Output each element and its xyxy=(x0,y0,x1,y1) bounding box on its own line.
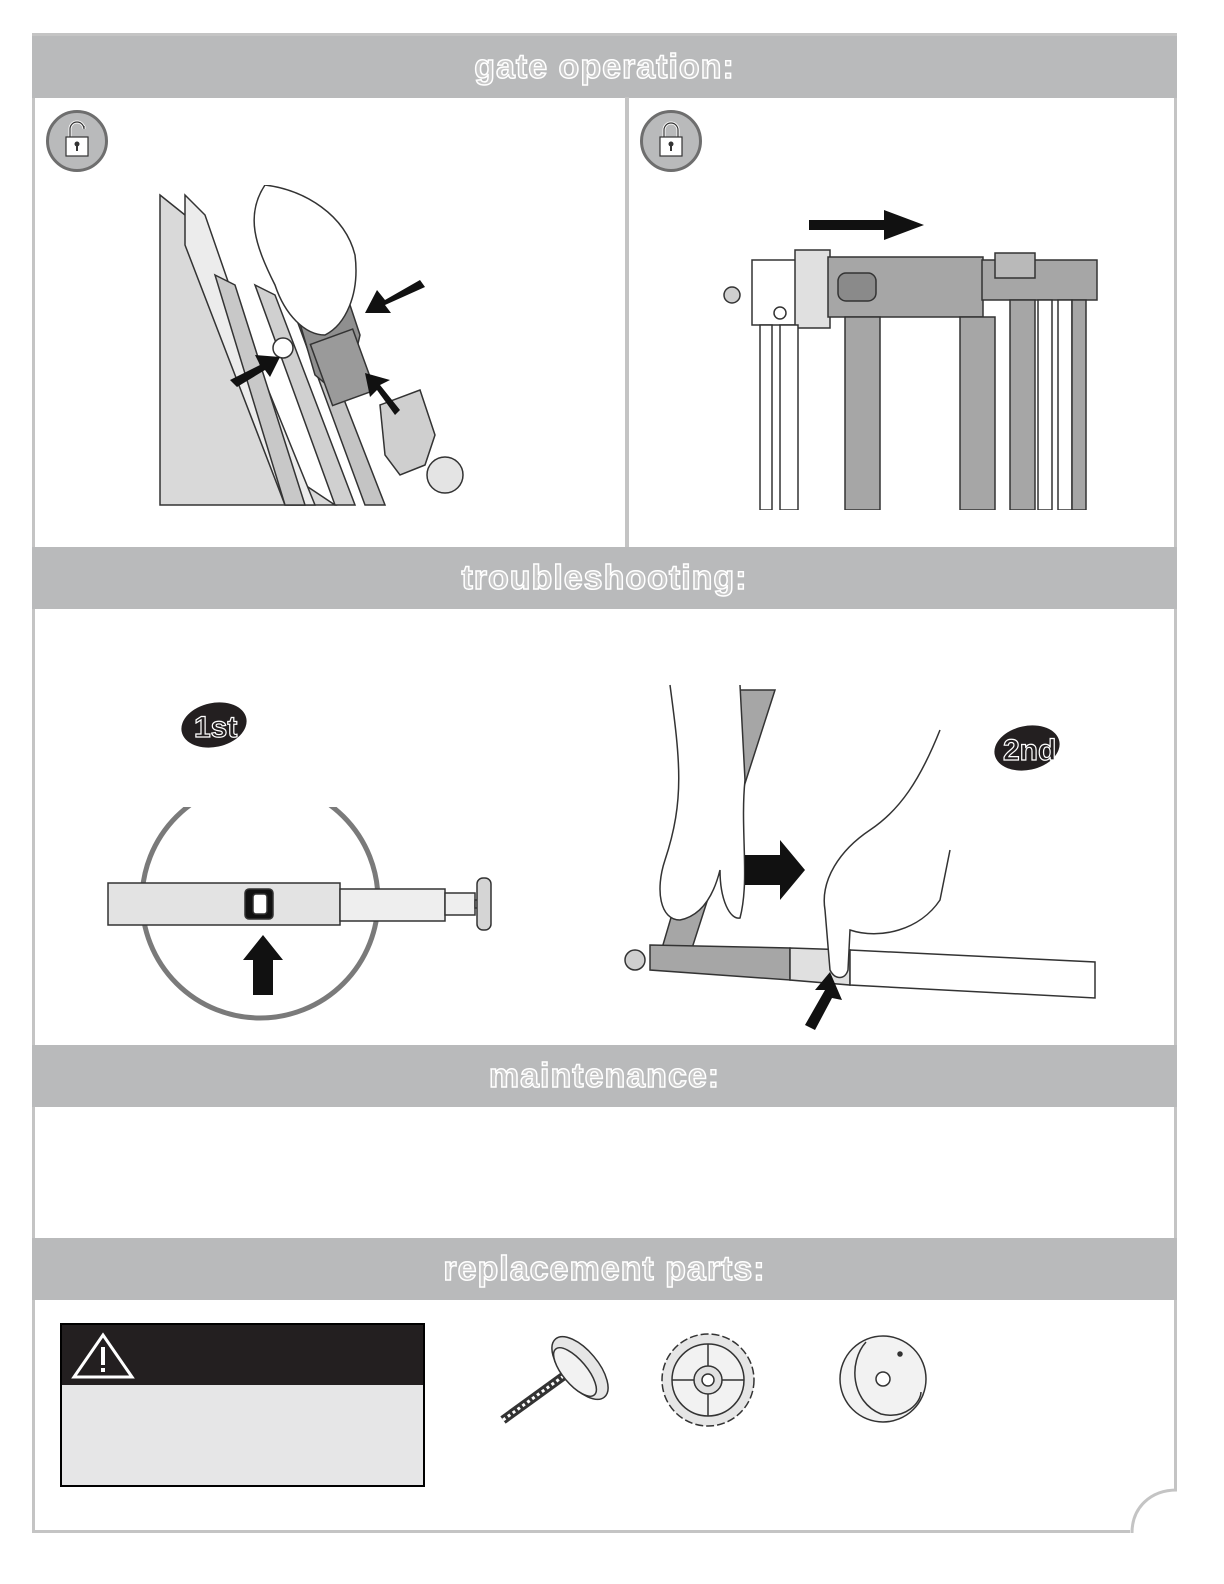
warning-header xyxy=(62,1325,423,1385)
part-wall-cup xyxy=(836,1332,931,1427)
badge-label: 1st xyxy=(194,711,238,744)
part-spindle-rod xyxy=(495,1330,615,1430)
part-adjustment-wheel xyxy=(658,1330,758,1430)
section-header-maintenance xyxy=(32,1045,1177,1107)
unlock-icon xyxy=(46,110,108,172)
troubleshoot-step2-illustration xyxy=(620,680,1100,1035)
warning-box xyxy=(60,1323,425,1487)
step-badge-first xyxy=(180,701,250,749)
troubleshoot-step1-illustration xyxy=(105,775,500,1025)
section-title: troubleshooting: xyxy=(461,558,748,597)
panel-divider xyxy=(625,97,629,547)
section-title: gate operation: xyxy=(474,47,735,86)
section-header-gate-operation xyxy=(32,36,1177,98)
section-title: replacement parts: xyxy=(443,1249,766,1288)
badge-label: 2nd xyxy=(1003,734,1057,767)
section-title: maintenance: xyxy=(488,1056,721,1095)
lock-icon xyxy=(640,110,702,172)
page-corner xyxy=(1130,1488,1190,1548)
lock-gate-illustration xyxy=(720,205,1100,510)
unlock-gate-illustration xyxy=(155,185,485,510)
section-header-replacement-parts xyxy=(32,1238,1177,1300)
warning-triangle-icon xyxy=(68,1331,138,1381)
section-header-troubleshooting xyxy=(32,547,1177,609)
